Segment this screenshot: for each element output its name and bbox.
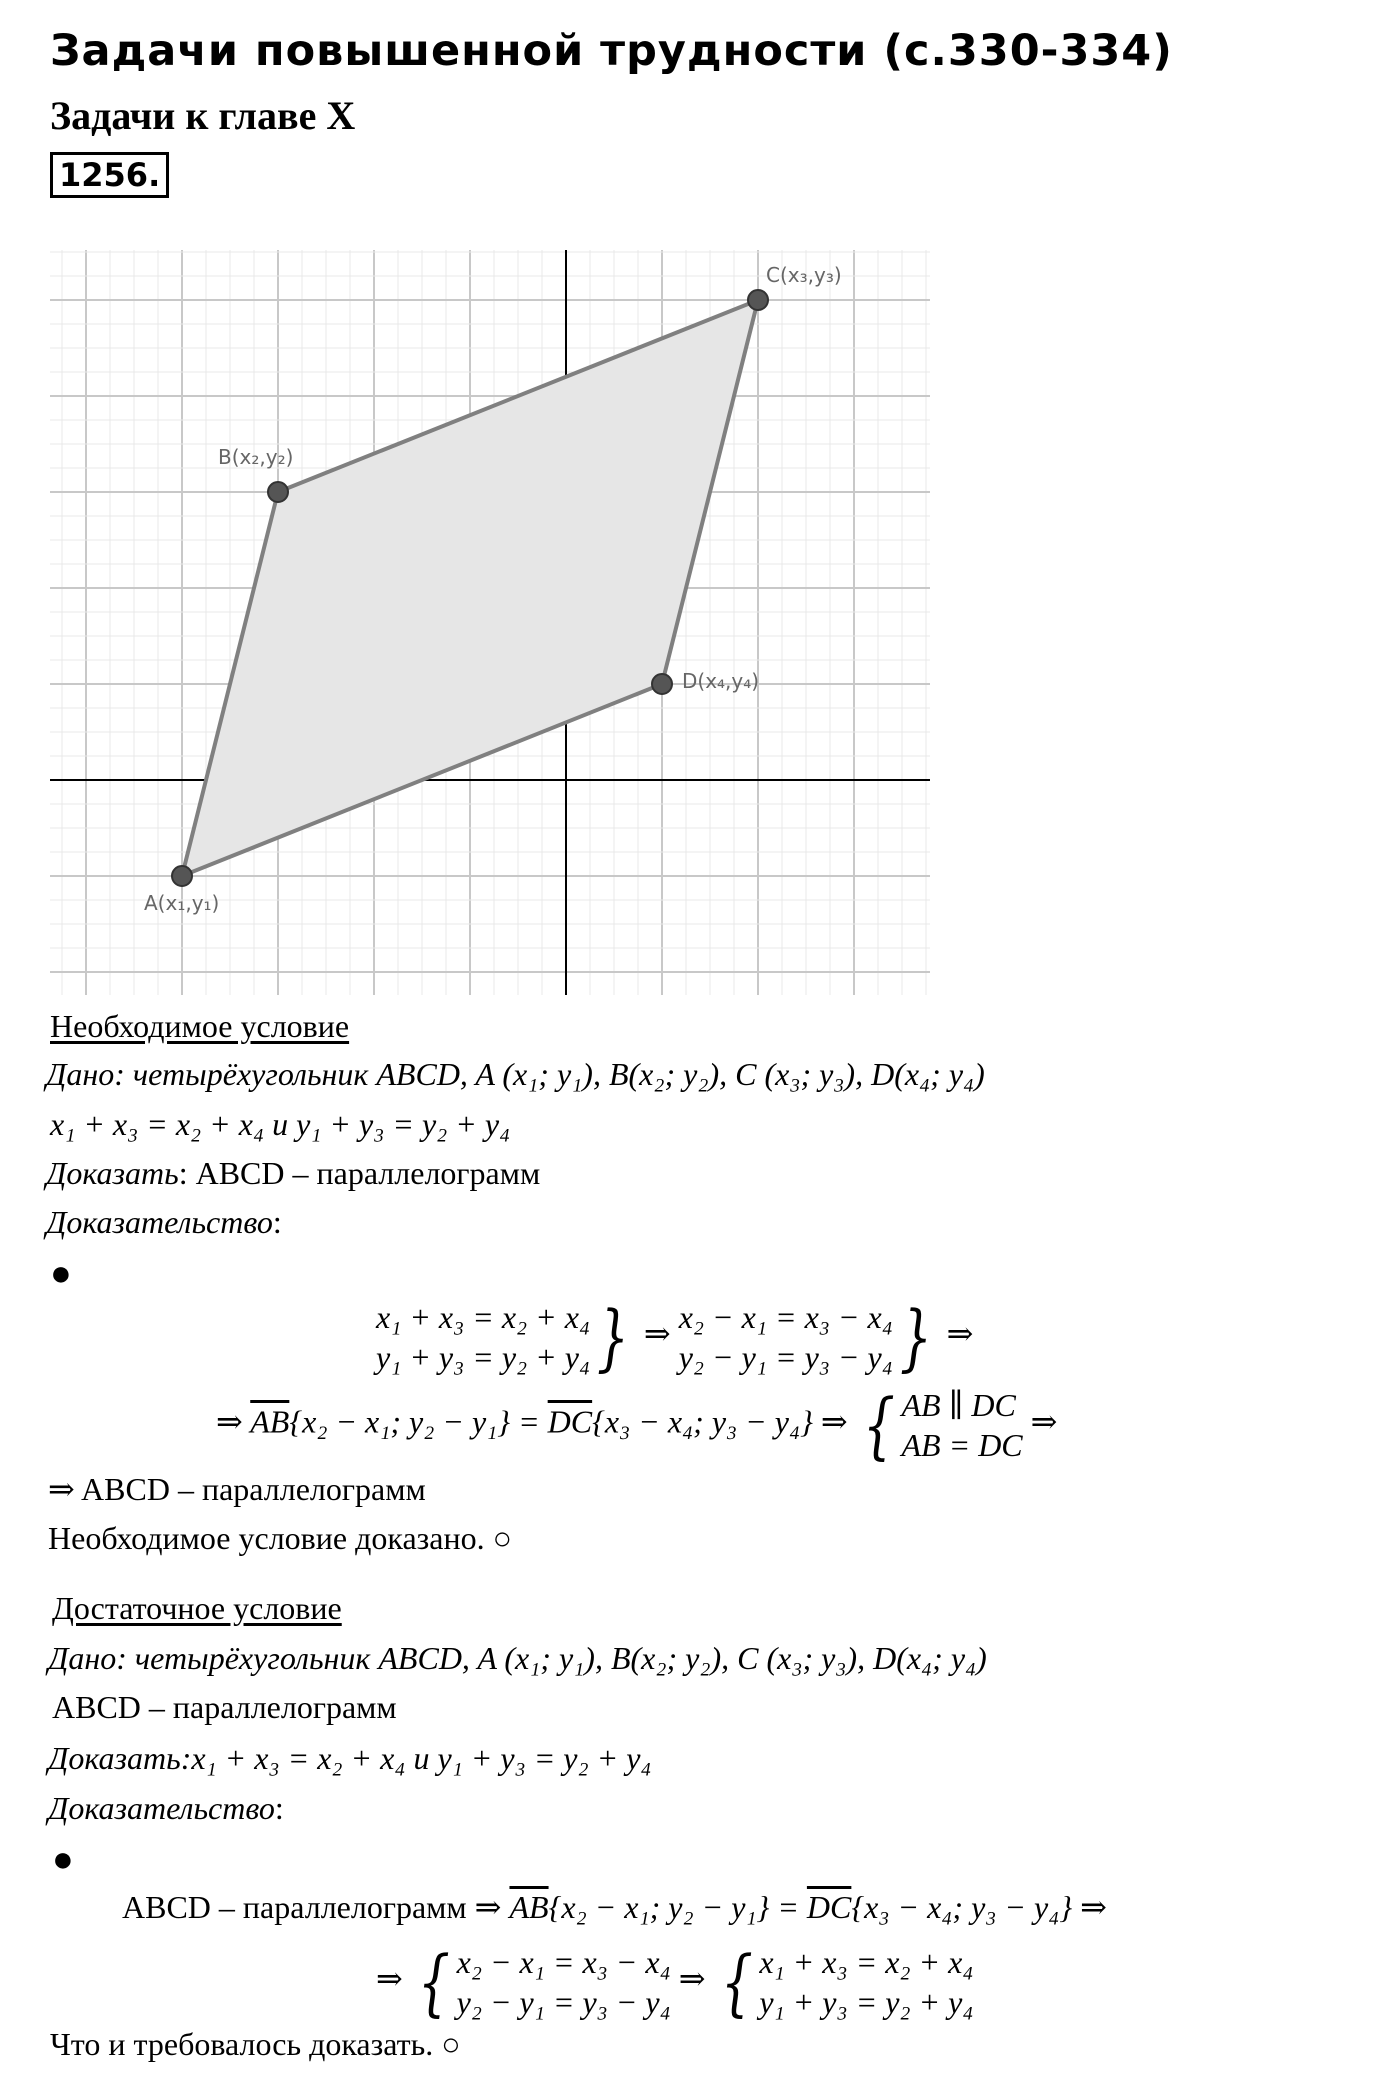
necessary-given: Дано: четырёхугольник ABCD, A (x₁; y₁), B(x₂; y₂), C (x₃; y₃), D(x₄; y₄)	[46, 1056, 985, 1092]
necessary-proof-label: Доказательство:	[46, 1204, 282, 1240]
necessary-prove: Доказать: ABCD – параллелограмм	[46, 1155, 541, 1191]
sufficient-done: Что и требовалось доказать. ○	[50, 2026, 461, 2062]
sufficient-vector-row: ABCD – параллелограмм ⇒ $\overline{AB}\{x_2 - x_1$; $y_2 - y_1\} = \overline{DC}\{x_3 - x_4$; y₃ − y₄} ⇒	[122, 1889, 1107, 1925]
sufficient-heading: Достаточное условие	[52, 1590, 342, 1626]
point-d	[652, 674, 672, 694]
point-label-b: B(x₂,y₂)	[218, 445, 294, 469]
sufficient-proof-label: Доказательство:	[48, 1790, 284, 1826]
point-a	[172, 866, 192, 886]
necessary-heading: Необходимое условие	[50, 1008, 350, 1044]
page-title: Задачи повышенной трудности (с.330-334)	[50, 26, 1173, 76]
bullet: ●	[52, 1839, 74, 1879]
necessary-vector-row: ⇒ $\overline{AB}\{x_2 - x_1$; $y_2 - y_1\} = \overline{DC}\{x_3 - x_4$; y₃ − y₄} ⇒ { AB ∥ DC AB = DC ⇒	[216, 1383, 1058, 1467]
necessary-systems-row: x₁ + x₃ = x₂ + x₄ y₁ + y₃ = y₂ + y₄ } ⇒ x₂ − x₁ = x₃ − x₄ y₂ − y₁ = y₃ − y₄ } ⇒	[376, 1295, 974, 1379]
point-c	[748, 290, 768, 310]
sufficient-prove: Доказать:x₁ + x₃ = x₂ + x₄ и y₁ + y₃ = y₂ + y₄	[48, 1740, 652, 1776]
necessary-done: Необходимое условие доказано. ○	[48, 1520, 512, 1556]
bullet: ●	[50, 1253, 72, 1293]
point-b	[268, 482, 288, 502]
necessary-given-eq: x₁ + x₃ = x₂ + x₄ и y₁ + y₃ = y₂ + y₄	[50, 1106, 511, 1142]
sufficient-given: Дано: четырёхугольник ABCD, A (x₁; y₁), B(x₂; y₂), C (x₃; y₃), D(x₄; y₄)	[48, 1640, 987, 1676]
sufficient-given-2: ABCD – параллелограмм	[52, 1689, 397, 1725]
point-label-d: D(x₄,y₄)	[682, 669, 760, 693]
necessary-conclusion: ⇒ ABCD – параллелограмм	[48, 1471, 426, 1507]
parallelogram-figure	[50, 250, 930, 995]
point-label-a: A(x₁,y₁)	[144, 891, 220, 915]
problem-number: 1256.	[50, 152, 169, 198]
point-label-c: C(x₃,y₃)	[766, 263, 842, 287]
chapter-title: Задачи к главе X	[50, 93, 356, 138]
sufficient-systems-row: ⇒ { x₂ − x₁ = x₃ − x₄ y₂ − y₁ = y₃ − y₄ ⇒ { x₁ + x₃ = x₂ + x₄ y₁ + y₃ = y₂ + y₄	[376, 1940, 974, 2024]
